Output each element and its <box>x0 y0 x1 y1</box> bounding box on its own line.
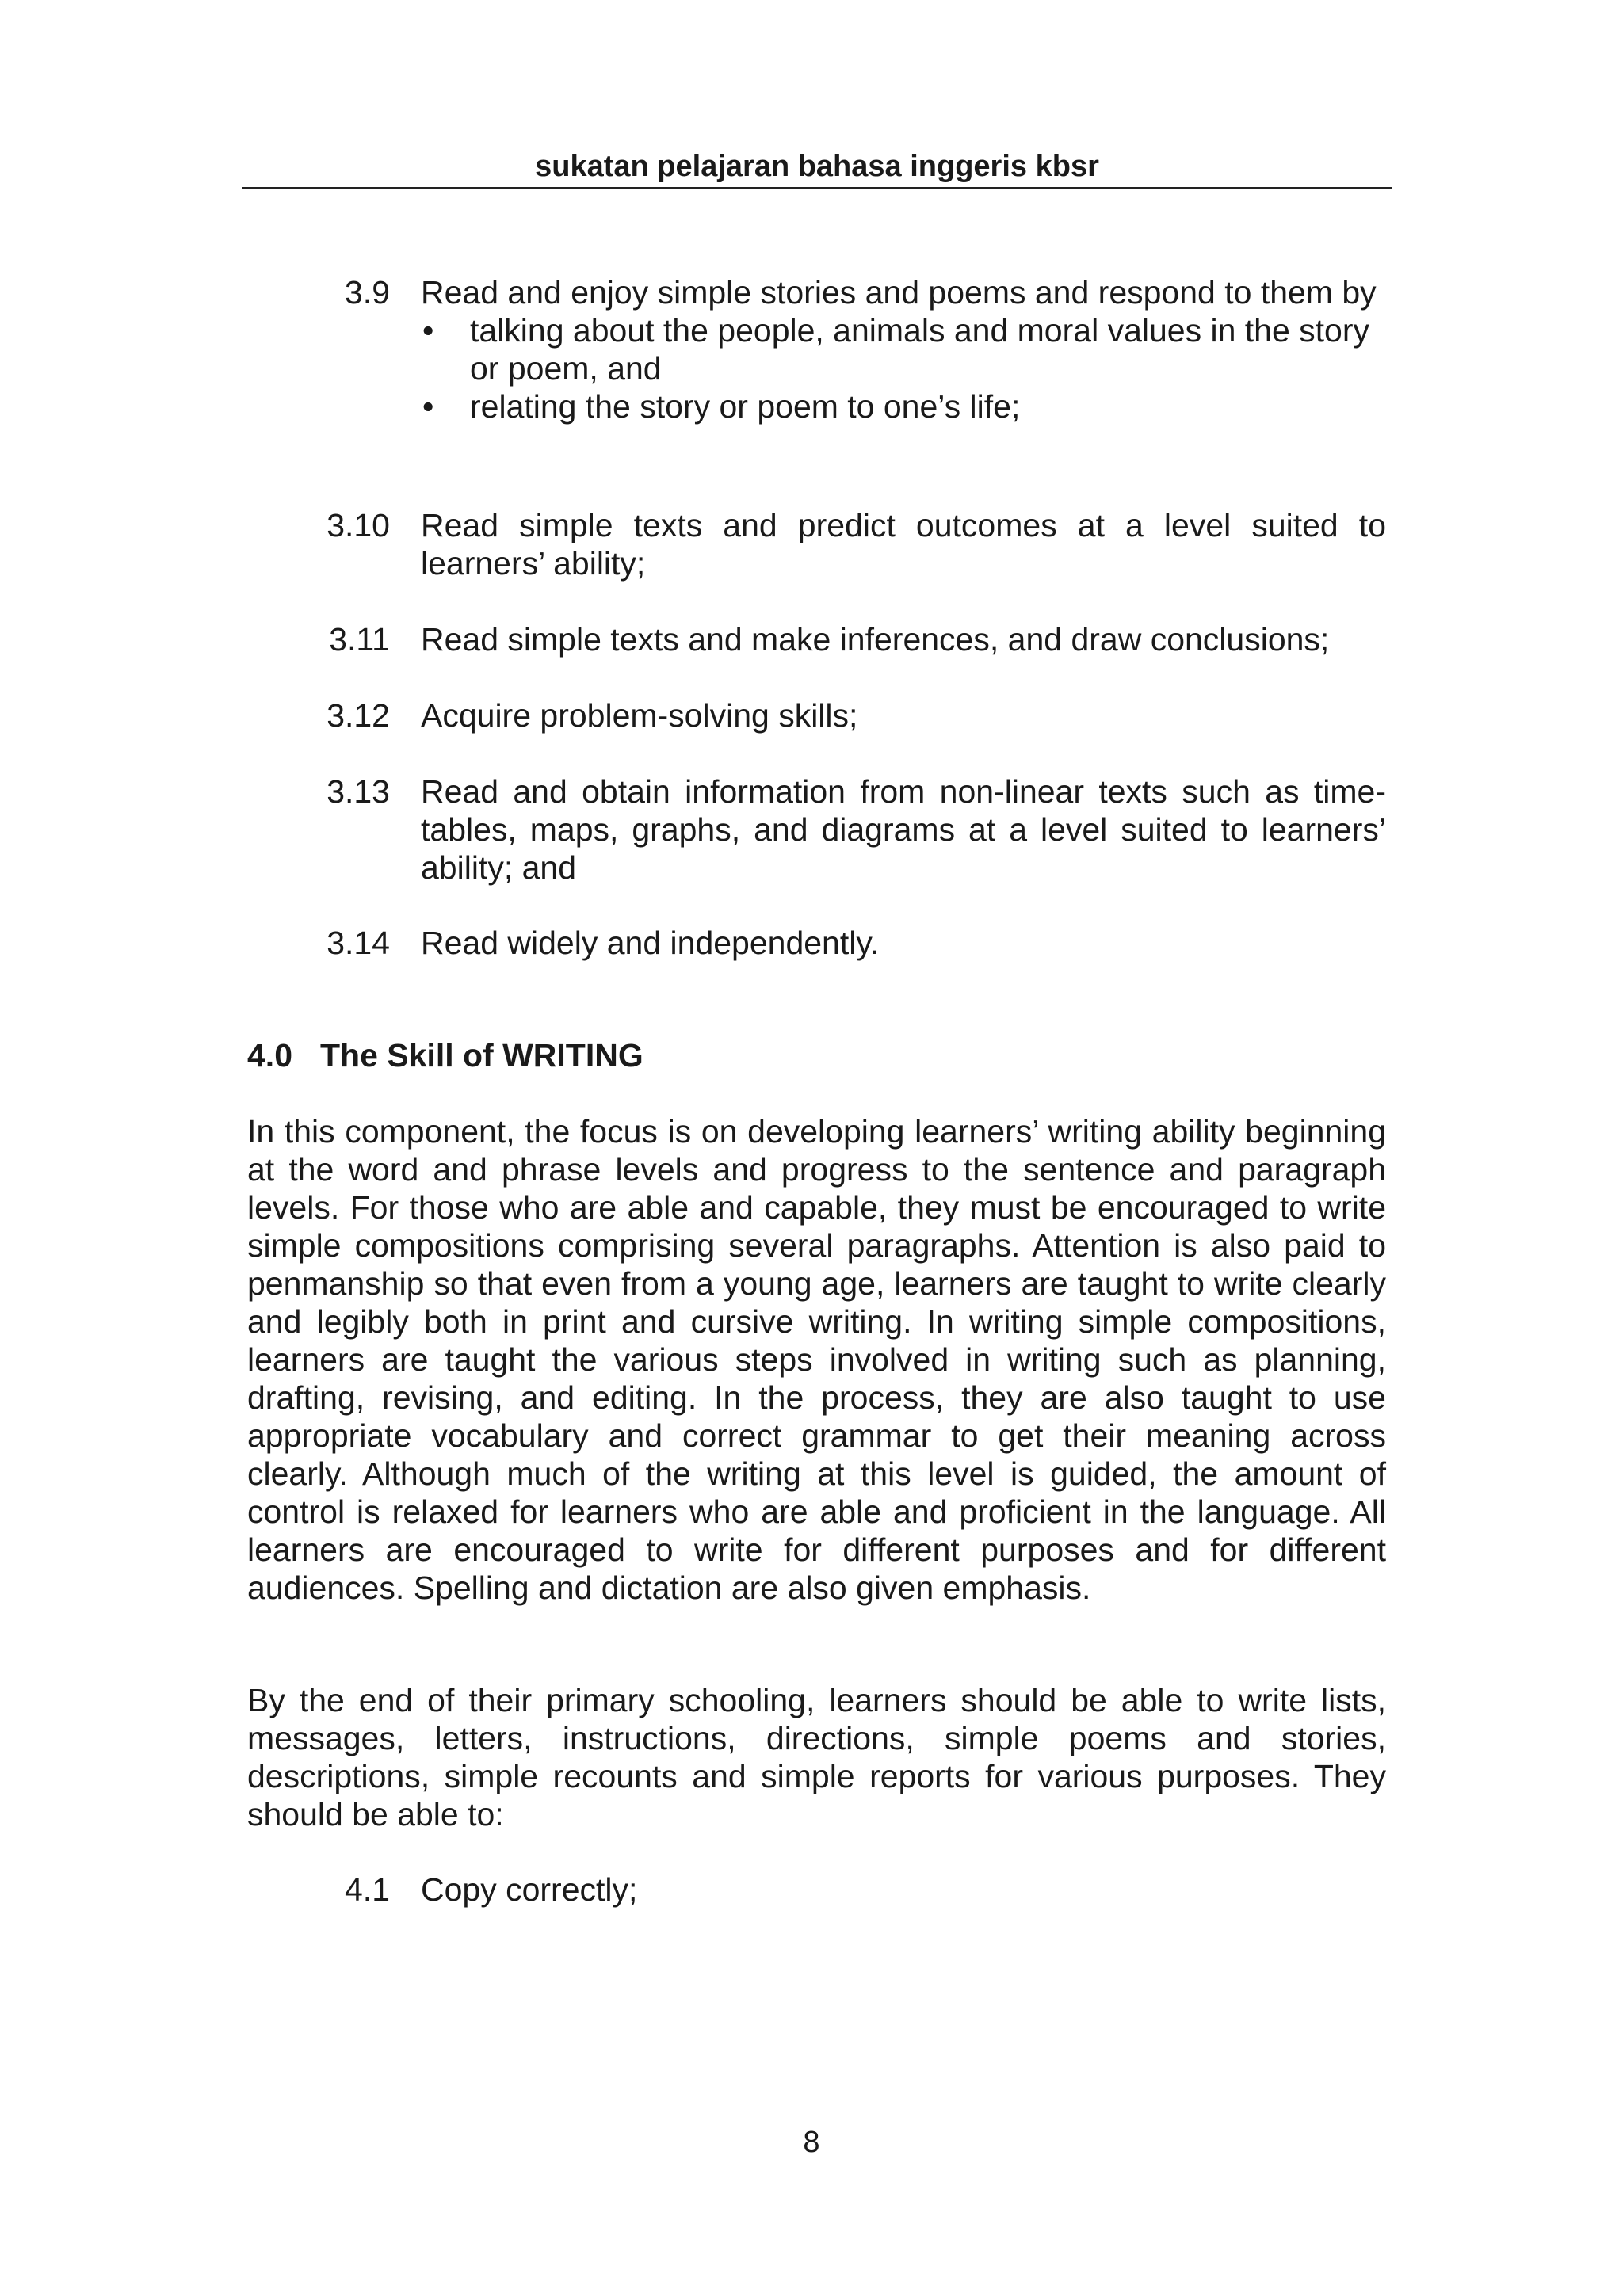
item-number: 3.13 <box>327 773 390 810</box>
item-number: 3.9 <box>345 274 390 311</box>
section-number: 4.0 <box>247 1037 292 1074</box>
bullet-text: relating the story or poem to one’s life; <box>470 388 1021 425</box>
body-paragraph: By the end of their primary schooling, learners should be able to write lists, messages, letters, instructions, directions, simple poems and stories, descriptions, simple recounts and simple reports for various purposes. They should be able to: <box>247 1682 1386 1833</box>
item-number: 3.14 <box>327 925 390 961</box>
item-number: 3.10 <box>327 507 390 543</box>
item-number: 4.1 <box>345 1871 390 1908</box>
page-number: 8 <box>803 2126 820 2159</box>
bullet-item <box>421 311 1386 387</box>
item-text: Read simple texts and make inferences, and draw conclusions; <box>421 621 1330 658</box>
section-heading <box>247 1036 643 1074</box>
item-text: Acquire problem-solving skills; <box>421 697 858 734</box>
list-item <box>421 273 1386 425</box>
header-rule <box>242 187 1392 189</box>
item-text: Read simple texts and predict outcomes at a level suited to learners’ ability; <box>421 507 1386 582</box>
bullet-text: talking about the people, animals and moral values in the story or poem, and <box>470 312 1370 387</box>
bullet-icon: • <box>422 388 434 425</box>
running-header: sukatan pelajaran bahasa inggeris kbsr <box>535 150 1099 183</box>
bullet-icon: • <box>422 312 434 349</box>
item-number: 3.11 <box>329 621 390 658</box>
bullet-item <box>421 387 1386 425</box>
item-number: 3.12 <box>327 697 390 734</box>
item-text: Read widely and independently. <box>421 925 880 961</box>
item-text: Copy correctly; <box>421 1871 638 1908</box>
bullet-list <box>421 311 1386 425</box>
item-text: Read and enjoy simple stories and poems and respond to them by <box>421 274 1377 311</box>
section-title: The Skill of WRITING <box>320 1037 643 1074</box>
body-paragraph: In this component, the focus is on developing learners’ writing ability beginning at the word and phrase levels and progress to the sentence and paragraph levels. For those who are able and capable, they must be encouraged to write simple compositions comprising several paragraphs. Attention is also paid to penmanship so that even from a young age, learners are taught to write clearly and legibly both in print and cursive writing. In writing simple compositions, learners are taught the various steps involved in writing such as planning, drafting, revising, and editing. In the process, they are also taught to use appropriate vocabulary and correct grammar to get their meaning across clearly. Although much of the writing at this level is guided, the amount of control is relaxed for learners who are able and proficient in the language. All learners are encouraged to write for different purposes and for different audiences. Spelling and dictation are also given emphasis. <box>247 1113 1386 1606</box>
item-text: Read and obtain information from non-linear texts such as time-tables, maps, graphs, and diagrams at a level suited to learners’ ability; and <box>421 773 1386 886</box>
